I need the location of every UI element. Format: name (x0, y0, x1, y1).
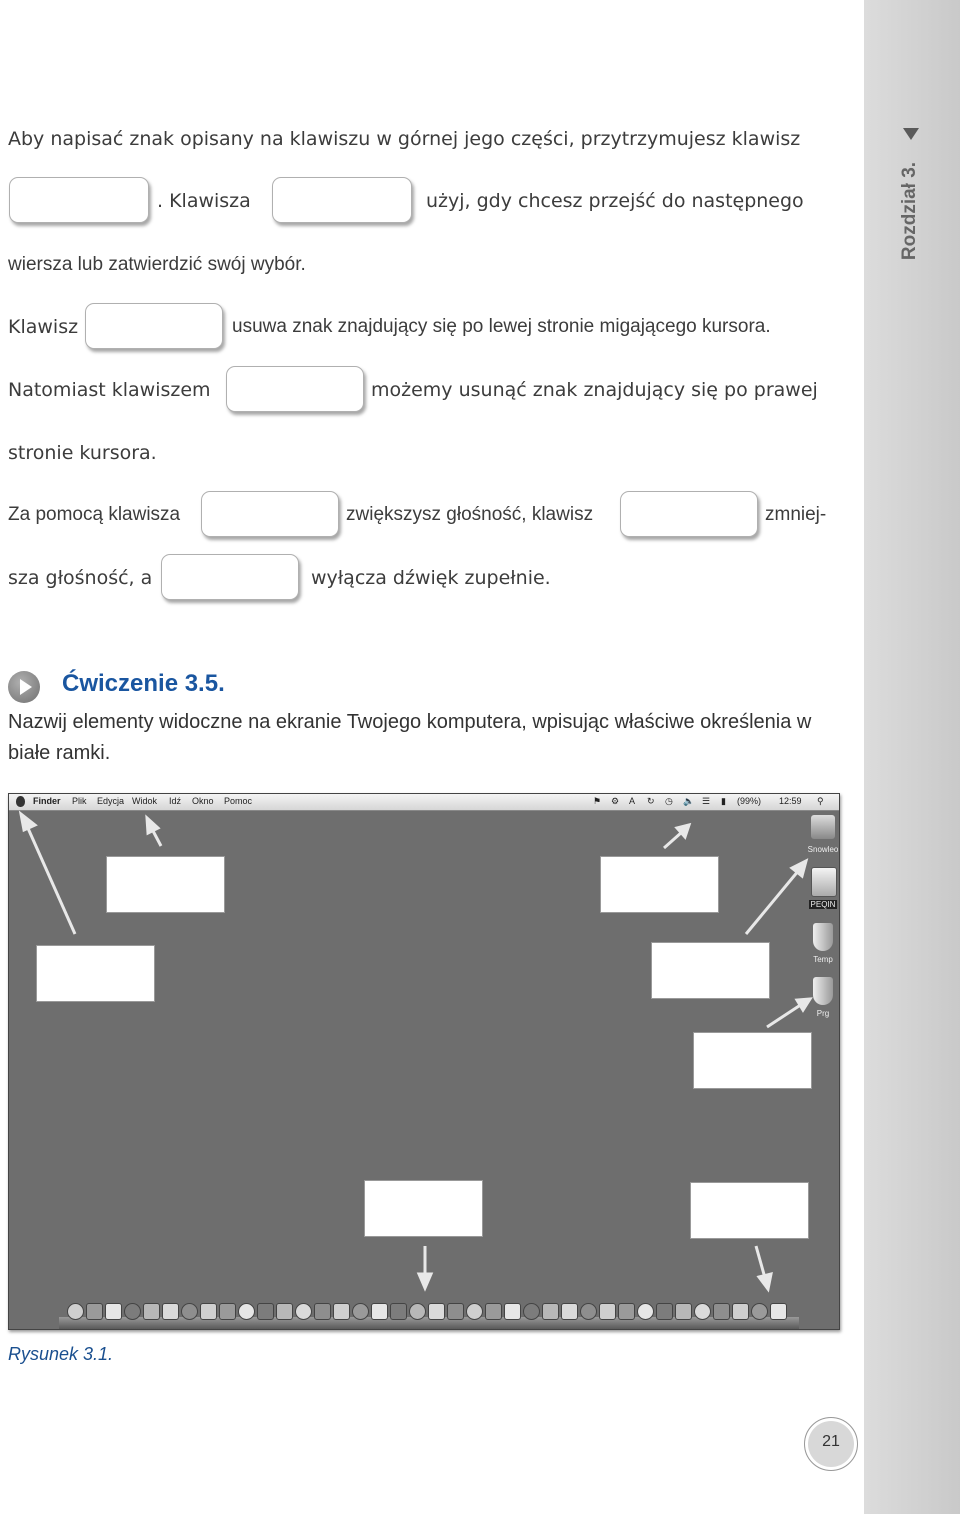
desktop-label-snowleo: Snowleo (807, 845, 839, 854)
menu-pomoc[interactable]: Pomoc (224, 796, 253, 806)
status-volume-icon[interactable]: 🔈 (683, 796, 695, 806)
answer-box-7[interactable] (690, 1182, 809, 1239)
desktop-label-prg: Prg (816, 1009, 830, 1018)
status-battery-icon[interactable]: ▮ (721, 796, 726, 806)
arrow-trash-icon (756, 1246, 765, 1278)
page-number: 21 (822, 1433, 840, 1450)
dock-app-icon[interactable] (314, 1303, 331, 1320)
answer-box-2[interactable] (36, 945, 155, 1002)
key-blank-6[interactable] (620, 491, 758, 537)
desktop-screenshot (8, 793, 840, 1330)
dock-app-icon[interactable] (238, 1303, 255, 1320)
hard-drive-icon[interactable] (811, 815, 835, 839)
dock-app-icon[interactable] (447, 1303, 464, 1320)
text-line-8b: wyłącza dźwięk zupełnie. (311, 567, 551, 589)
dock-app-icon[interactable] (295, 1303, 312, 1320)
dock-app-icon[interactable] (181, 1303, 198, 1320)
figure-caption: Rysunek 3.1. (8, 1344, 114, 1364)
key-blank-3[interactable] (85, 303, 223, 349)
dock-app-icon[interactable] (542, 1303, 559, 1320)
dock-app-icon[interactable] (428, 1303, 445, 1320)
text-line-8a: sza głośność, a (8, 567, 153, 589)
triangle-down-icon (903, 128, 919, 140)
dock (59, 1297, 799, 1329)
desktop-label-temp: Temp (813, 955, 833, 964)
menu-plik[interactable]: Plik (72, 796, 87, 806)
text-line-5b: możemy usunąć znak znajdujący się po prawej (371, 379, 818, 401)
dock-app-icon[interactable] (561, 1303, 578, 1320)
text-line-4a: Klawisz (8, 316, 79, 338)
key-blank-5[interactable] (201, 491, 339, 537)
dock-app-icon[interactable] (504, 1303, 521, 1320)
battery-percent: (99%) (737, 796, 762, 806)
desktop-label-peqin: PEQIN (810, 900, 836, 909)
answer-box-4[interactable] (651, 942, 770, 999)
dock-app-icon[interactable] (637, 1303, 654, 1320)
dock-app-icon[interactable] (67, 1303, 84, 1320)
spotlight-icon[interactable]: ⚲ (817, 796, 824, 806)
arrow-head-icon (21, 814, 35, 830)
play-icon (8, 671, 40, 703)
menu-idz[interactable]: Idź (169, 796, 182, 806)
key-blank-7[interactable] (161, 554, 299, 600)
dock-app-icon[interactable] (580, 1303, 597, 1320)
answer-box-6[interactable] (364, 1180, 483, 1237)
dock-app-icon[interactable] (713, 1303, 730, 1320)
dock-app-icon[interactable] (751, 1303, 768, 1320)
menu-widok[interactable]: Widok (132, 796, 158, 806)
dock-app-icon[interactable] (694, 1303, 711, 1320)
disk-icon[interactable] (811, 867, 837, 897)
text-line-7b: zwiększysz głośność, klawisz (346, 504, 594, 525)
text-line-1: Aby napisać znak opisany na klawiszu w górnej jego części, przytrzymujesz klawisz (8, 128, 801, 150)
dock-app-icon[interactable] (466, 1303, 483, 1320)
menu-edycja[interactable]: Edycja (97, 796, 125, 806)
dock-app-icon[interactable] (276, 1303, 293, 1320)
status-script-icon[interactable]: ⚙ (611, 796, 620, 806)
page-number-badge (804, 1417, 858, 1471)
menu-clock[interactable]: 12:59 (779, 796, 802, 806)
dock-app-icon[interactable] (219, 1303, 236, 1320)
chapter-marker (880, 152, 940, 272)
chapter-label: Rozdział 3. (899, 161, 920, 261)
menu-okno[interactable]: Okno (192, 796, 214, 806)
dock-app-icon[interactable] (732, 1303, 749, 1320)
text-line-7c: zmniej- (765, 504, 827, 525)
dock-app-icon[interactable] (257, 1303, 274, 1320)
dock-app-icon[interactable] (124, 1303, 141, 1320)
dock-app-icon[interactable] (86, 1303, 103, 1320)
dock-app-icon[interactable] (523, 1303, 540, 1320)
key-blank-4[interactable] (226, 366, 364, 412)
dock-app-icon[interactable] (599, 1303, 616, 1320)
text-line-2b: użyj, gdy chcesz przejść do następnego (426, 190, 804, 212)
key-blank-1[interactable] (9, 177, 149, 223)
dock-app-icon[interactable] (770, 1303, 787, 1320)
arrow-head-icon (147, 818, 158, 833)
arrow-head-icon (419, 1274, 431, 1288)
dock-app-icon[interactable] (409, 1303, 426, 1320)
dock-app-icon[interactable] (162, 1303, 179, 1320)
dock-app-icon[interactable] (105, 1303, 122, 1320)
text-line-2a: . Klawisza (157, 190, 251, 212)
key-blank-2[interactable] (272, 177, 412, 223)
arrow-apple-icon (27, 826, 75, 934)
status-text-icon[interactable]: A (629, 796, 636, 806)
exercise-instructions: Nazwij elementy widoczne na ekranie Twojego komputera, wpisując właściwe określenia w białe ramki. (8, 711, 812, 764)
status-sync-icon[interactable]: ↻ (647, 796, 655, 806)
dock-app-icon[interactable] (200, 1303, 217, 1320)
dock-app-icon[interactable] (352, 1303, 369, 1320)
exercise-title: Ćwiczenie 3.5. (62, 670, 225, 697)
arrow-disk-icon (746, 870, 799, 934)
status-wifi-icon[interactable]: ☰ (702, 796, 711, 806)
folder-icon[interactable] (813, 923, 833, 951)
menu-finder[interactable]: Finder (33, 796, 61, 806)
answer-box-5[interactable] (693, 1032, 812, 1089)
dock-app-icon[interactable] (485, 1303, 502, 1320)
dock-app-icon[interactable] (656, 1303, 673, 1320)
dock-app-icon[interactable] (618, 1303, 635, 1320)
text-line-4b: usuwa znak znajdujący się po lewej stronie migającego kursora. (232, 316, 771, 337)
arrow-status-icon (664, 832, 682, 848)
dock-app-icon[interactable] (675, 1303, 692, 1320)
text-line-7a: Za pomocą klawisza (8, 504, 181, 525)
dock-app-icon[interactable] (390, 1303, 407, 1320)
text-line-3: wiersza lub zatwierdzić swój wybór. (8, 254, 306, 275)
dock-app-icon[interactable] (143, 1303, 160, 1320)
status-clock-icon[interactable]: ◷ (665, 796, 673, 806)
answer-box-1[interactable] (106, 856, 225, 913)
folder-icon[interactable] (813, 977, 833, 1005)
text-line-6: stronie kursora. (8, 442, 157, 464)
answer-box-3[interactable] (600, 856, 719, 913)
dock-app-icon[interactable] (333, 1303, 350, 1320)
status-flag-icon[interactable]: ⚑ (593, 796, 602, 806)
dock-app-icon[interactable] (371, 1303, 388, 1320)
text-line-5a: Natomiast klawiszem (8, 379, 211, 401)
arrow-head-icon (759, 1274, 771, 1289)
